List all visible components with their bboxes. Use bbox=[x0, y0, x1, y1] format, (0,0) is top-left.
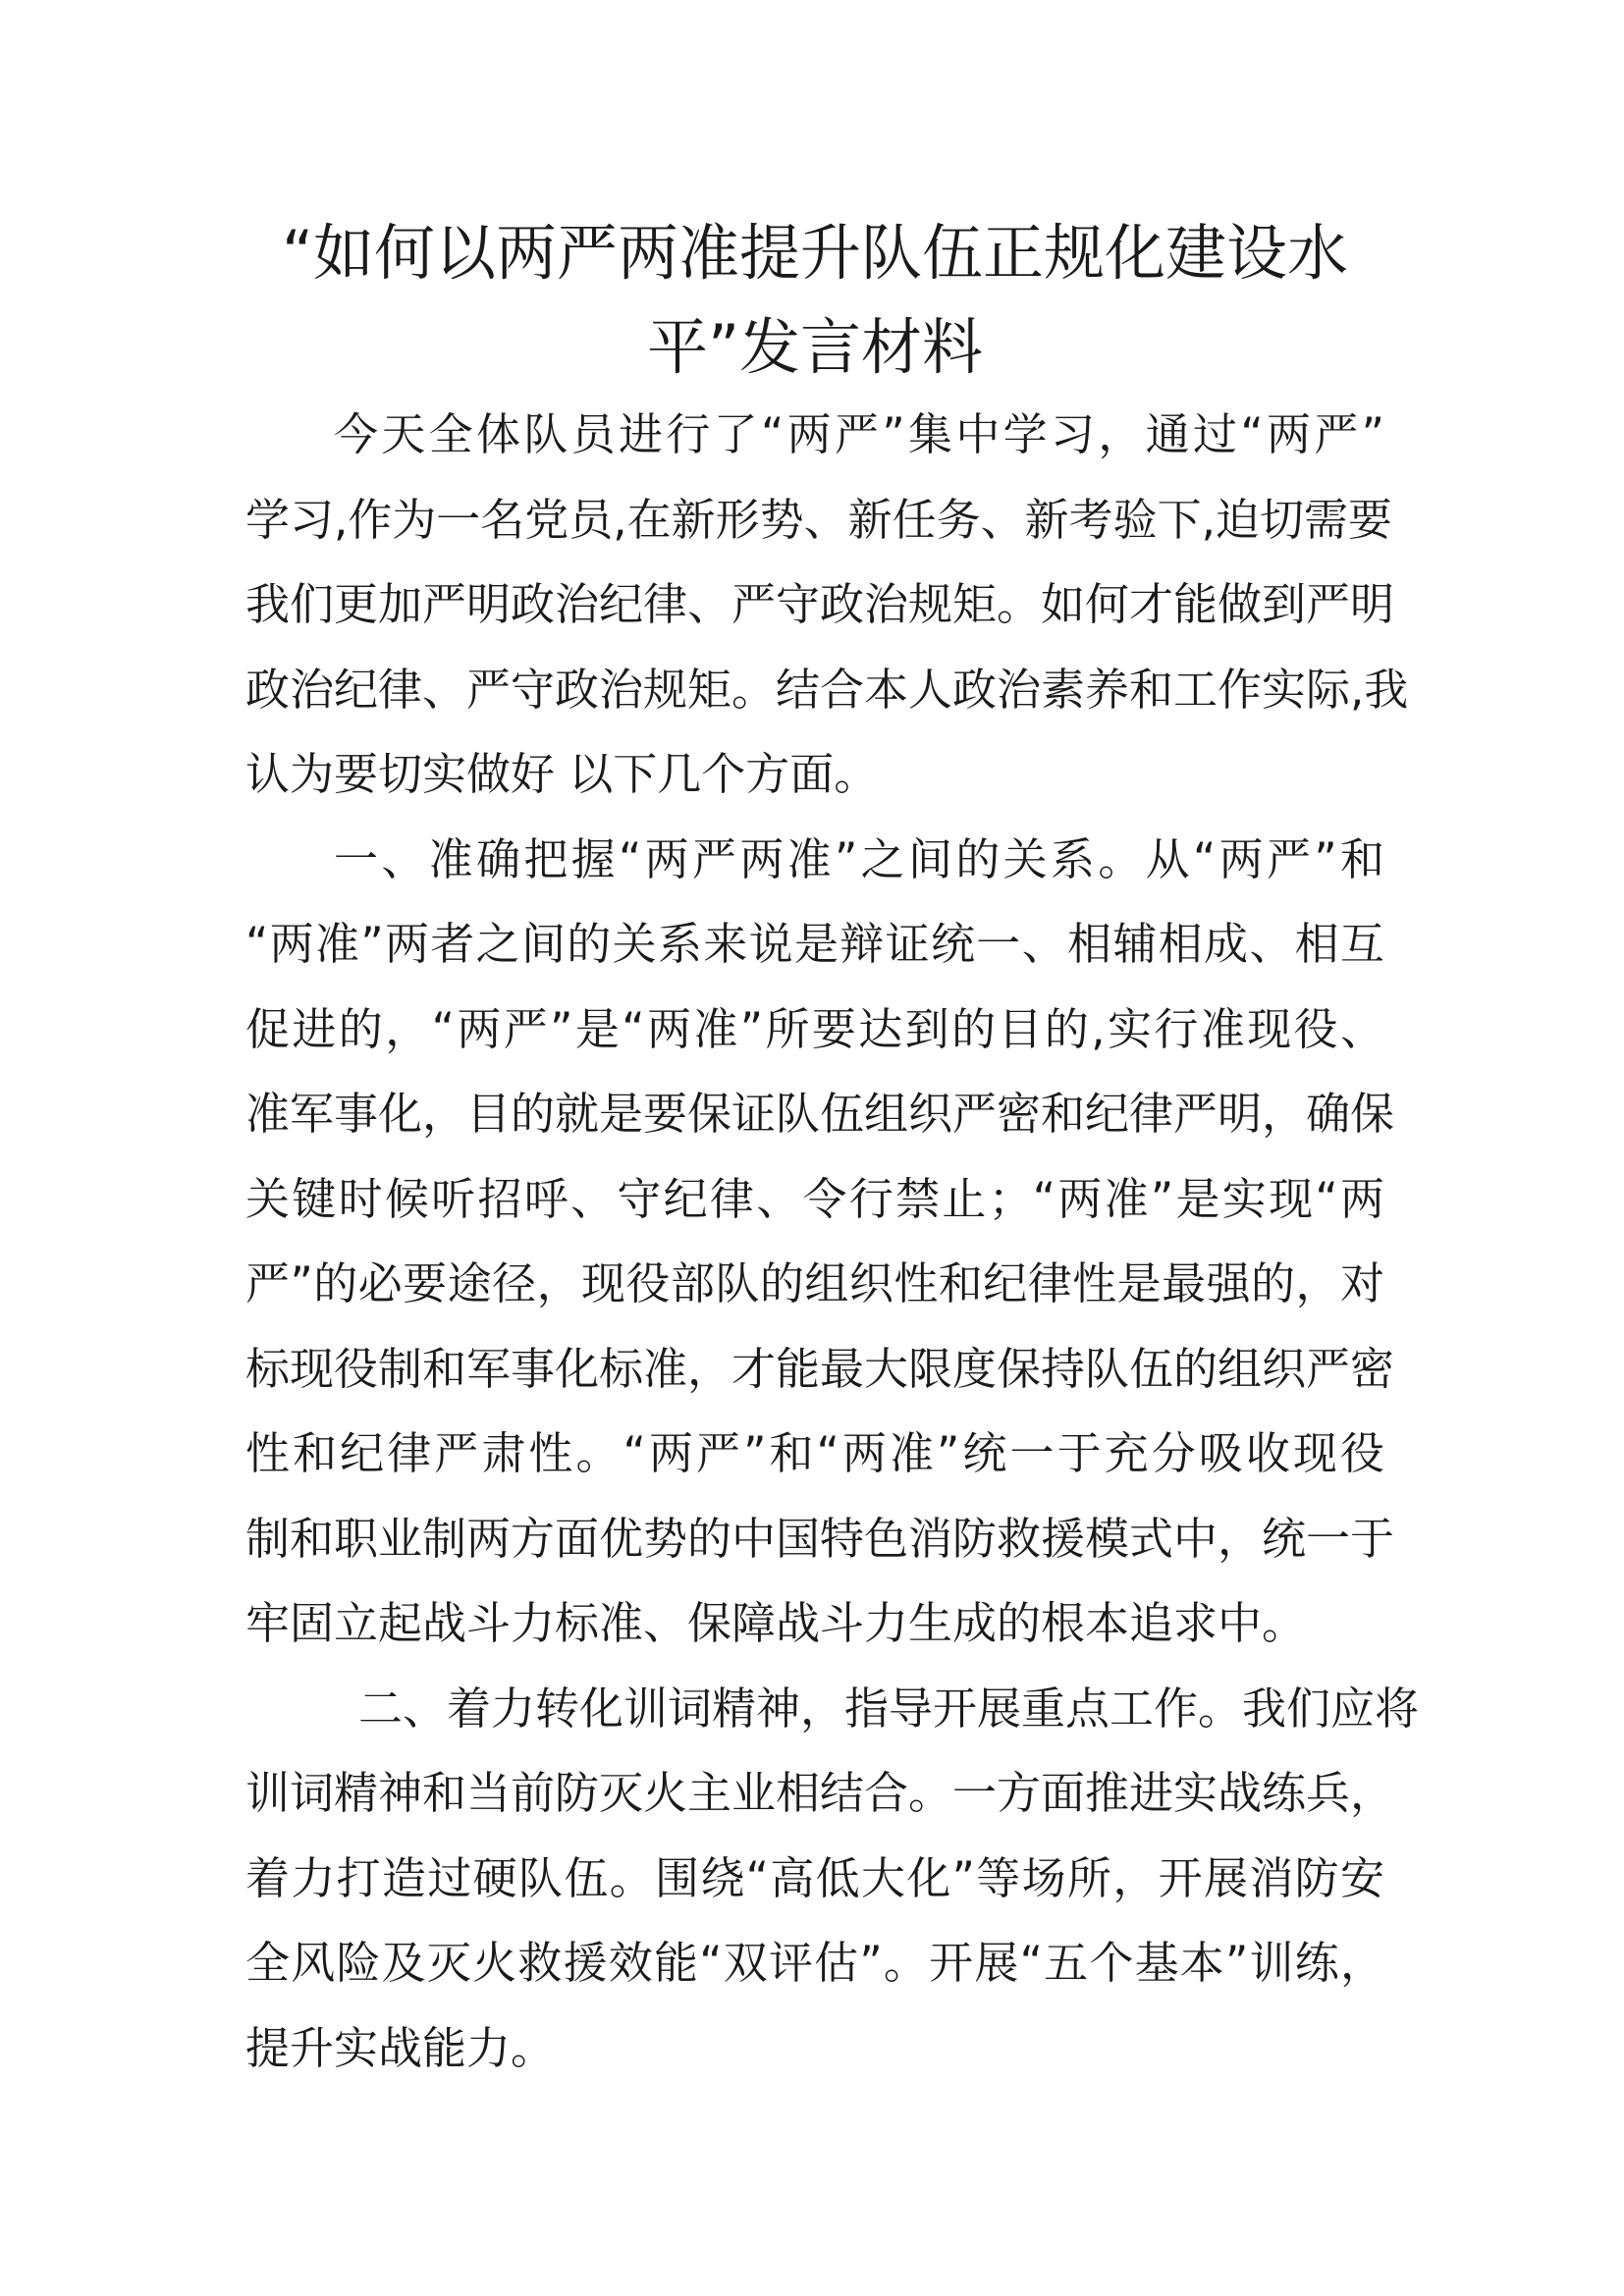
text-line: 关键时候听招呼、守纪律、令行禁止；“两准”是实现“两 bbox=[245, 1172, 1384, 1225]
text-line: 制和职业制两方面优势的中国特色消防救援模式中，统一于 bbox=[245, 1512, 1395, 1565]
text-line: 全风险及灭火救援效能“双评估”。开展“五个基本”训练， bbox=[245, 1937, 1384, 1989]
text-line: 着力打造过硬队伍。围绕“高低大化”等场所，开展消防安 bbox=[245, 1851, 1384, 1904]
paragraph-intro bbox=[245, 393, 1409, 818]
text-line: 我们更加严明政治纪律、严守政治规矩。如何才能做到严明 bbox=[245, 578, 1395, 630]
text-line: 学习,作为一名党员,在新形势、新任务、新考验下,迫切需要 bbox=[245, 493, 1392, 546]
text-line: 政治纪律、严守政治规矩。结合本人政治素养和工作实际,我 bbox=[245, 663, 1409, 716]
text-line: 严”的必要途径，现役部队的组织性和纪律性是最强的，对 bbox=[245, 1257, 1384, 1309]
title-line: 平”发言材料 bbox=[646, 311, 984, 383]
title-line: “如何以两严两准提升队伍正规化建设水 bbox=[281, 217, 1349, 289]
text-line: 训词精神和当前防灭火主业相结合。一方面推进实战练兵， bbox=[245, 1767, 1395, 1819]
text-line: “两准”两者之间的关系来说是辩证统一、相辅相成、相互 bbox=[245, 918, 1384, 970]
text-line: 提升实战能力。 bbox=[245, 2021, 556, 2074]
text-line: 一、准确把握“两严两准”之间的关系。从“两严”和 bbox=[334, 832, 1384, 885]
document-title bbox=[245, 206, 1384, 395]
text-line: 促进的，“两严”是“两准”所要达到的目的,实行准现役、 bbox=[245, 1002, 1384, 1055]
text-line: 二、着力转化训词精神，指导开展重点工作。我们应将 bbox=[358, 1682, 1420, 1735]
paragraph-section-two bbox=[245, 1667, 1420, 2092]
text-line: 牢固立起战斗力标准、保障战斗力生成的根本追求中。 bbox=[245, 1597, 1307, 1649]
document-body bbox=[245, 393, 1420, 2091]
text-line: 标现役制和军事化标准，才能最大限度保持队伍的组织严密 bbox=[245, 1342, 1395, 1395]
text-line: 准军事化，目的就是要保证队伍组织严密和纪律严明，确保 bbox=[245, 1088, 1395, 1140]
text-line: 认为要切实做好 以下几个方面。 bbox=[245, 748, 879, 800]
text-line: 性和纪律严肃性。“两严”和“两准”统一于充分吸收现役 bbox=[245, 1427, 1384, 1479]
paragraph-section-one bbox=[245, 818, 1395, 1667]
text-line: 今天全体队员进行了“两严”集中学习，通过“两严” bbox=[334, 408, 1384, 460]
